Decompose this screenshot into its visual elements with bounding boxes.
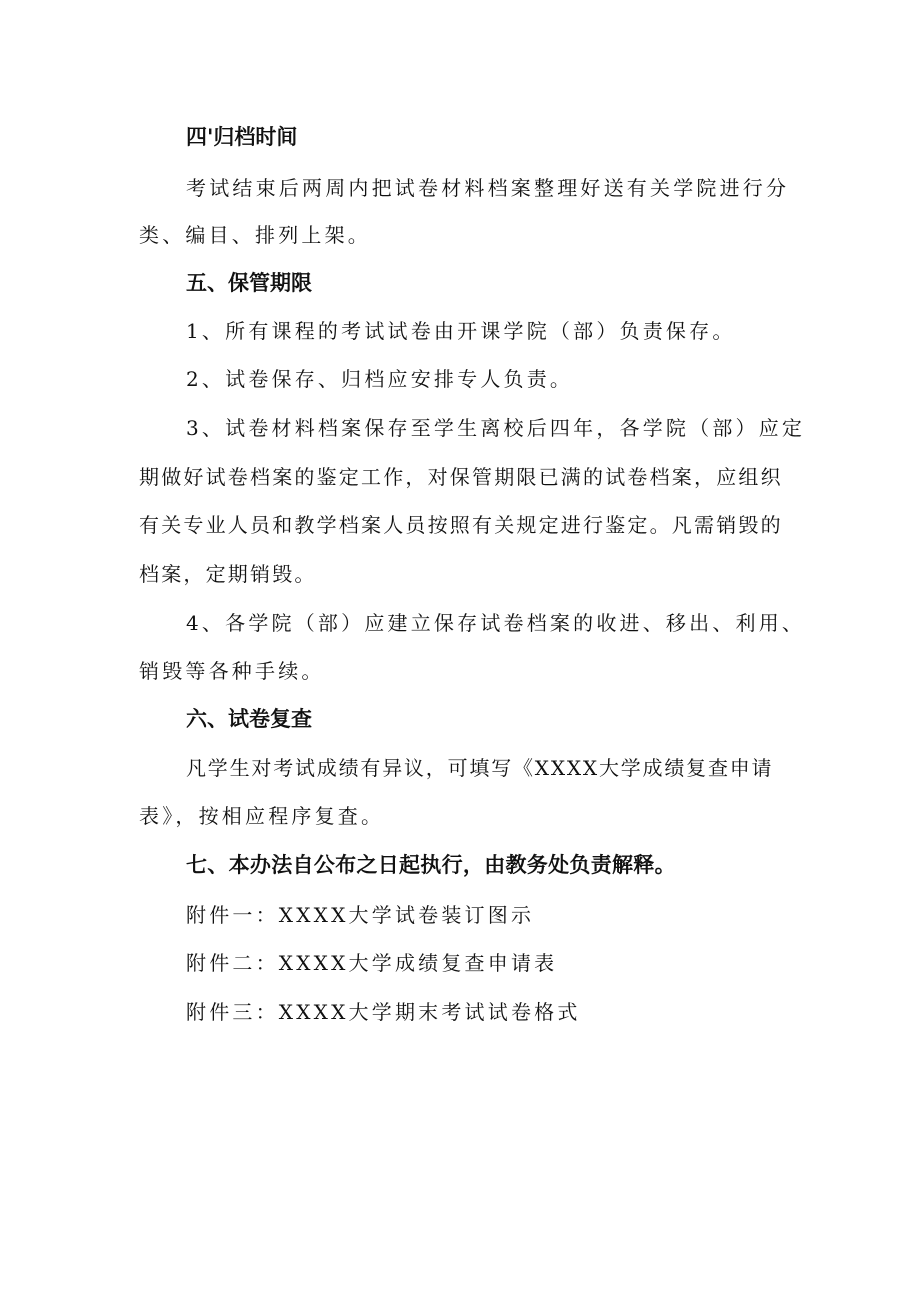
list-item-3-line: 3、试卷材料档案保存至学生离校后四年，各学院（部）应定 bbox=[186, 416, 806, 440]
list-item-3-line: 有关专业人员和教学档案人员按照有关规定进行鉴定。凡需销毁的 bbox=[139, 513, 783, 537]
list-item-4-line: 4、各学院（部）应建立保存试卷档案的收进、移出、利用、 bbox=[186, 611, 806, 635]
section-heading-archive-time: 四'归档时间 bbox=[186, 125, 298, 149]
paragraph-line: 考试结束后两周内把试卷材料档案整理好送有关学院进行分 bbox=[186, 176, 790, 200]
paragraph-line: 表》，按相应程序复査。 bbox=[139, 804, 385, 828]
list-item-1: 1、所有课程的考试试卷由开课学院（部）负责保存。 bbox=[186, 319, 736, 343]
list-item-3-line: 档案，定期销毁。 bbox=[139, 562, 317, 586]
list-item-4-line: 销毁等各种手续。 bbox=[139, 659, 325, 683]
paragraph-line: 类、编目、排列上架。 bbox=[139, 223, 371, 247]
attachment-1: 附件一：XXXX大学试卷装订图示 bbox=[186, 903, 535, 927]
section-heading-retention-period: 五、保管期限 bbox=[186, 271, 312, 295]
paragraph-line: 凡学生对考试成绩有异议，可填写《XXXX大学成绩复查申请 bbox=[186, 756, 774, 780]
section-heading-effective-date: 七、本办法自公布之日起执行，由教务处负责解释。 bbox=[186, 853, 676, 877]
list-item-3-line: 期做好试卷档案的鉴定工作，对保管期限已满的试卷档案，应组织 bbox=[139, 465, 783, 489]
attachment-2: 附件二：XXXX大学成绩复查申请表 bbox=[186, 951, 558, 975]
section-heading-exam-review: 六、试卷复查 bbox=[186, 707, 312, 731]
attachment-3: 附件三：XXXX大学期末考试试卷格式 bbox=[186, 1000, 581, 1024]
list-item-2: 2、试卷保存、归档应安排专人负责。 bbox=[186, 367, 574, 391]
